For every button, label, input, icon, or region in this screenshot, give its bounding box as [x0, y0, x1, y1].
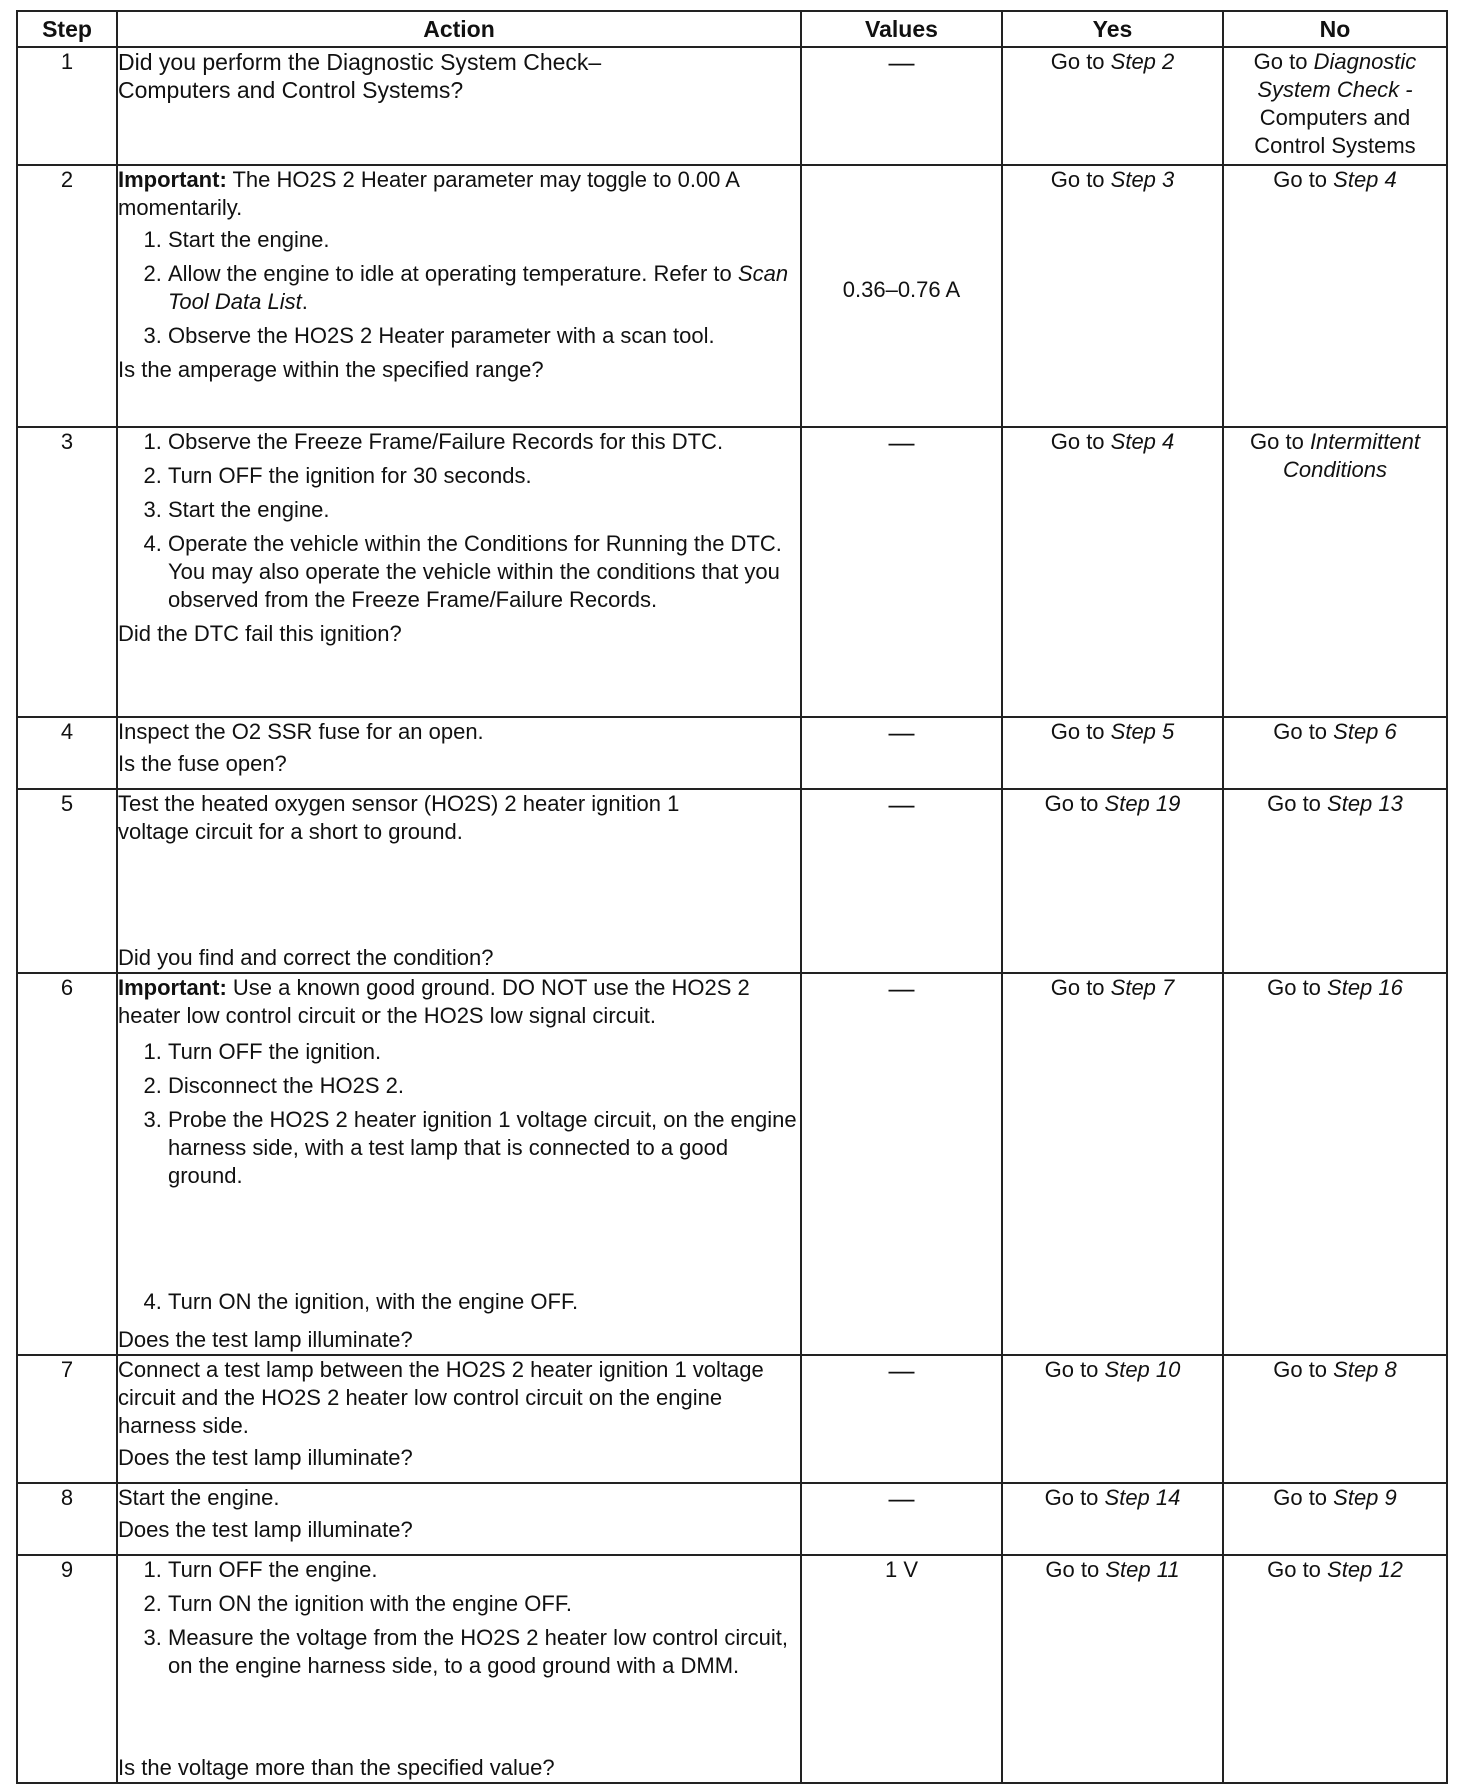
header-row	[17, 11, 1447, 47]
step-number: 2	[17, 165, 117, 427]
no-cell: Go to Step 13	[1223, 789, 1447, 973]
procedure-list	[118, 1556, 800, 1686]
question-text: Did you find and correct the condition?	[118, 945, 494, 970]
no-cell: Go to Step 4	[1223, 165, 1447, 427]
action-cell	[117, 47, 801, 165]
action-text: Start the engine.	[118, 1485, 280, 1510]
header-no: No	[1223, 11, 1447, 47]
list-item: 1. Observe the Freeze Frame/Failure Records for this DTC.	[168, 428, 800, 456]
no-cell: Go to Step 6	[1223, 717, 1447, 789]
step-number: 7	[17, 1355, 117, 1483]
no-cell: Go to Step 12	[1223, 1555, 1447, 1783]
action-text: Inspect the O2 SSR fuse for an open.	[118, 719, 484, 744]
header-values: Values	[801, 11, 1002, 47]
list-item: 2. Turn OFF the ignition for 30 seconds.	[168, 462, 800, 490]
yes-step-link[interactable]: Step 5	[1110, 719, 1175, 744]
question-text: Is the amperage within the specified range?	[118, 357, 544, 382]
table-row	[17, 1555, 1447, 1783]
list-item: 1. Turn OFF the ignition.	[168, 1038, 800, 1066]
list-item: 3. Start the engine.	[168, 496, 800, 524]
no-step-link[interactable]: Step 12	[1327, 1557, 1403, 1582]
yes-cell: Go to Step 14	[1002, 1483, 1223, 1555]
step-number: 4	[17, 717, 117, 789]
yes-step-link[interactable]: Step 3	[1110, 167, 1175, 192]
step-number: 5	[17, 789, 117, 973]
values-cell: 1 V	[801, 1555, 1002, 1783]
yes-step-link[interactable]: Step 4	[1110, 429, 1175, 454]
question-text: Does the test lamp illuminate?	[118, 1445, 413, 1470]
list-item: 4. Turn ON the ignition, with the engine OFF.	[168, 1288, 800, 1316]
yes-cell: Go to Step 2	[1002, 47, 1223, 165]
values-cell: —	[801, 973, 1002, 1355]
yes-cell: Go to Step 3	[1002, 165, 1223, 427]
header-action: Action	[117, 11, 801, 47]
action-cell	[117, 1355, 801, 1483]
list-item: 4. Operate the vehicle within the Conditions for Running the DTC. You may also operate the vehicle within the conditions that you observed from the Freeze Frame/Failure Records.	[168, 530, 800, 614]
yes-cell: Go to Step 11	[1002, 1555, 1223, 1783]
list-item: 2. Allow the engine to idle at operating temperature. Refer to Scan Tool Data List.	[168, 260, 800, 316]
yes-cell: Go to Step 19	[1002, 789, 1223, 973]
table-row	[17, 1483, 1447, 1555]
yes-cell: Go to Step 7	[1002, 973, 1223, 1355]
no-cell: Go to Intermittent Conditions	[1223, 427, 1447, 717]
step-number: 3	[17, 427, 117, 717]
table-row	[17, 47, 1447, 165]
no-cell: Go to Step 16	[1223, 973, 1447, 1355]
no-step-link[interactable]: Step 9	[1333, 1485, 1397, 1510]
yes-step-link[interactable]: Step 14	[1104, 1485, 1181, 1510]
step-number: 1	[17, 47, 117, 165]
yes-cell: Go to Step 5	[1002, 717, 1223, 789]
yes-cell: Go to Step 10	[1002, 1355, 1223, 1483]
question-text: Is the voltage more than the specified value?	[118, 1755, 555, 1780]
values-cell: —	[801, 717, 1002, 789]
question-text: Is the fuse open?	[118, 751, 287, 776]
list-item: 3. Observe the HO2S 2 Heater parameter with a scan tool.	[168, 322, 800, 350]
yes-step-link[interactable]: Step 10	[1104, 1357, 1181, 1382]
procedure-list	[118, 428, 800, 614]
action-cell	[117, 427, 801, 717]
step-number: 8	[17, 1483, 117, 1555]
no-step-link[interactable]: Step 4	[1333, 167, 1397, 192]
yes-step-link[interactable]: Step 19	[1104, 791, 1181, 816]
question-text: Does the test lamp illuminate?	[118, 1517, 413, 1542]
no-step-link[interactable]: Intermittent	[1309, 429, 1420, 454]
header-step: Step	[17, 11, 117, 47]
action-cell	[117, 1555, 801, 1783]
list-item: 3. Measure the voltage from the HO2S 2 heater low control circuit, on the engine harness side, to a good ground with a DMM.	[168, 1624, 800, 1680]
diagnostic-table	[16, 10, 1448, 1784]
yes-step-link[interactable]: Step 7	[1110, 975, 1175, 1000]
table-row	[17, 1355, 1447, 1483]
list-item: 1. Start the engine.	[168, 226, 800, 254]
action-text: Connect a test lamp between the HO2S 2 heater ignition 1 voltage circuit and the HO2S 2 heater low control circuit on the engine harness side.	[118, 1357, 764, 1438]
yes-cell: Go to Step 4	[1002, 427, 1223, 717]
no-step-link[interactable]: Step 13	[1327, 791, 1403, 816]
values-cell: 0.36–0.76 A	[801, 165, 1002, 427]
question-text: Did the DTC fail this ignition?	[118, 621, 402, 646]
procedure-list	[118, 1288, 800, 1322]
values-cell: —	[801, 47, 1002, 165]
no-cell: Go to Diagnostic System Check - Computers and Control Systems	[1223, 47, 1447, 165]
values-cell: —	[801, 1355, 1002, 1483]
no-step-link[interactable]: Diagnostic	[1313, 49, 1417, 74]
table-row	[17, 717, 1447, 789]
table-row	[17, 973, 1447, 1355]
procedure-list	[118, 226, 800, 350]
list-item: 3. Probe the HO2S 2 heater ignition 1 voltage circuit, on the engine harness side, with a test lamp that is connected to a good ground.	[168, 1106, 800, 1190]
no-step-link[interactable]: Step 8	[1333, 1357, 1397, 1382]
yes-step-link[interactable]: Step 2	[1110, 49, 1175, 74]
no-cell: Go to Step 8	[1223, 1355, 1447, 1483]
list-item: 1. Turn OFF the engine.	[168, 1556, 800, 1584]
header-yes: Yes	[1002, 11, 1223, 47]
action-text: Did you perform the Diagnostic System Check– Computers and Control Systems?	[118, 49, 602, 103]
reference-link[interactable]: Scan Tool Data List	[168, 261, 789, 314]
values-cell: —	[801, 1483, 1002, 1555]
action-text: Test the heated oxygen sensor (HO2S) 2 heater ignition 1 voltage circuit for a short to ground.	[118, 791, 680, 844]
action-cell	[117, 789, 801, 973]
list-item: 2. Turn ON the ignition with the engine OFF.	[168, 1590, 800, 1618]
action-cell	[117, 717, 801, 789]
no-cell: Go to Step 9	[1223, 1483, 1447, 1555]
values-cell: —	[801, 427, 1002, 717]
action-cell: Important: The HO2S 2 Heater parameter may toggle to 0.00 A momentarily. 1. Start the engine. 2. Allow the engine to idle at operating temperature. Refer to Scan Tool Data List. 3. Observe the HO2S 2 Heater parameter with a scan tool. Is the amperage within the specified range?	[117, 165, 801, 427]
no-step-link[interactable]: Step 6	[1333, 719, 1397, 744]
table-row	[17, 427, 1447, 717]
action-cell	[117, 1483, 801, 1555]
step-number: 9	[17, 1555, 117, 1783]
values-cell: —	[801, 789, 1002, 973]
table-row	[17, 789, 1447, 973]
table-row	[17, 165, 1447, 427]
question-text: Does the test lamp illuminate?	[118, 1327, 413, 1352]
list-item: 2. Disconnect the HO2S 2.	[168, 1072, 800, 1100]
no-step-link[interactable]: Step 16	[1327, 975, 1403, 1000]
yes-step-link[interactable]: Step 11	[1105, 1557, 1180, 1582]
step-number: 6	[17, 973, 117, 1355]
action-cell: Important: Use a known good ground. DO NOT use the HO2S 2 heater low control circuit or the HO2S low signal circuit. 1. Turn OFF the ignition. 2. Disconnect the HO2S 2. 3. Probe the HO2S 2 heater ignition 1 voltage circuit, on the engine harness side, with a test lamp that is connected to a good ground. 4. Turn ON the ignition, with the engine OFF. Does the test lamp illuminate?	[117, 973, 801, 1355]
procedure-list	[118, 1038, 800, 1196]
